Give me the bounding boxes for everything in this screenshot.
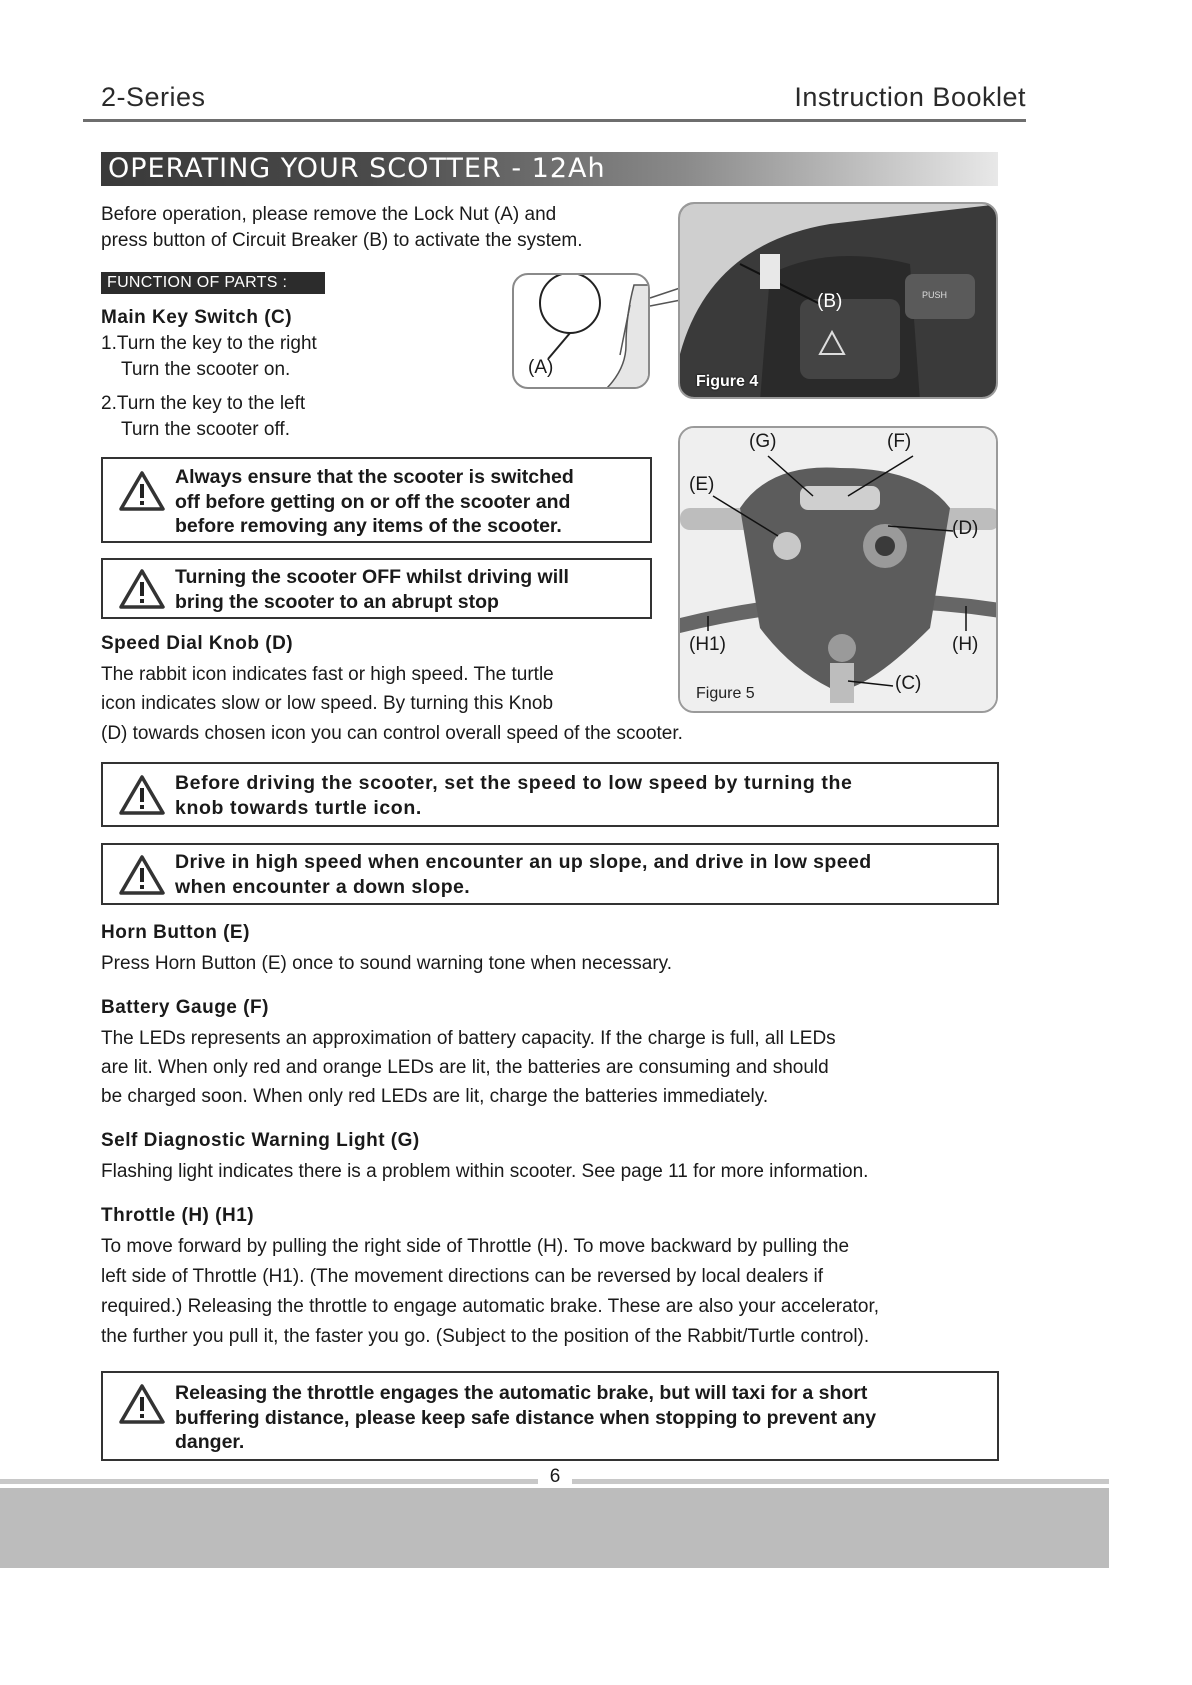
warning-box-abrupt-stop xyxy=(101,558,652,619)
figure-4-caption: Figure 4 xyxy=(696,373,759,390)
warning-box-low-speed xyxy=(101,762,999,827)
warning-2-line-2: bring the scooter to an abrupt stop xyxy=(175,590,499,613)
main-key-line-1: 1.Turn the key to the right xyxy=(101,333,317,354)
speed-dial-line-3: (D) towards chosen icon you can control overall speed of the scooter. xyxy=(101,723,683,744)
figure-4-label-b: (B) xyxy=(817,291,843,312)
warning-2-line-1: Turning the scooter OFF whilst driving will xyxy=(175,566,569,588)
warning-box-slope xyxy=(101,843,999,905)
speed-dial-line-2: icon indicates slow or low speed. By turning this Knob xyxy=(101,693,554,714)
intro-line-2: press button of Circuit Breaker (B) to activate the system. xyxy=(101,230,583,251)
battery-line-3: be charged soon. When only red LEDs are lit, charge the batteries immediately. xyxy=(101,1086,769,1107)
warning-5-line-3: danger. xyxy=(175,1431,245,1453)
warning-3-line-2: knob towards turtle icon. xyxy=(175,796,422,819)
figure-5-label-e: (E) xyxy=(689,474,715,495)
horn-heading: Horn Button (E) xyxy=(101,922,250,943)
warning-triangle-icon xyxy=(118,854,166,896)
throttle-heading: Throttle (H) (H1) xyxy=(101,1205,255,1226)
function-of-parts-label: FUNCTION OF PARTS : xyxy=(101,272,325,294)
figure-4-label-a: (A) xyxy=(528,357,554,378)
warning-3-line-1: Before driving the scooter, set the speed to low speed by turning the xyxy=(175,772,853,794)
diag-line-1: Flashing light indicates there is a problem within scooter. See page 11 for more information. xyxy=(101,1161,869,1182)
warning-triangle-icon xyxy=(118,774,166,816)
warning-5-line-1: Releasing the throttle engages the automatic brake, but will taxi for a short xyxy=(175,1382,868,1404)
warning-triangle-icon xyxy=(118,568,166,610)
figure-5-label-f: (F) xyxy=(887,431,912,452)
throttle-line-3: required.) Releasing the throttle to engage automatic brake. These are also your accelerator, xyxy=(101,1296,880,1317)
figure-5-label-g: (G) xyxy=(749,431,777,452)
main-key-line-2: Turn the scooter on. xyxy=(121,359,291,380)
diag-heading: Self Diagnostic Warning Light (G) xyxy=(101,1130,420,1151)
speed-dial-heading: Speed Dial Knob (D) xyxy=(101,633,294,654)
warning-1-line-1: Always ensure that the scooter is switched xyxy=(175,466,574,488)
speed-dial-line-1: The rabbit icon indicates fast or high speed. The turtle xyxy=(101,664,554,685)
battery-line-2: are lit. When only red and orange LEDs are lit, the batteries are consuming and should xyxy=(101,1057,829,1078)
throttle-line-4: the further you pull it, the faster you go. (Subject to the position of the Rabbit/Turtle control). xyxy=(101,1326,870,1347)
warning-5-line-2: buffering distance, please keep safe distance when stopping to prevent any xyxy=(175,1406,877,1429)
warning-4-line-1: Drive in high speed when encounter an up slope, and drive in low speed xyxy=(175,851,872,873)
warning-triangle-icon xyxy=(118,470,166,512)
header-rule xyxy=(83,119,1026,122)
warning-box-switch-off xyxy=(101,457,652,543)
main-key-line-4: Turn the scooter off. xyxy=(121,419,290,440)
battery-line-1: The LEDs represents an approximation of battery capacity. If the charge is full, all LEDs xyxy=(101,1028,836,1049)
throttle-line-2: left side of Throttle (H1). (The movement directions can be reversed by local dealers if xyxy=(101,1266,823,1287)
figure-5-label-h: (H) xyxy=(952,634,979,655)
figure-5-label-c: (C) xyxy=(895,673,922,694)
warning-1-line-2: off before getting on or off the scooter and xyxy=(175,490,571,513)
figure-4-push-label: PUSH xyxy=(922,290,948,300)
figure-5-caption: Figure 5 xyxy=(696,685,755,702)
warning-4-line-2: when encounter a down slope. xyxy=(175,875,471,898)
footer-band xyxy=(0,1488,1109,1568)
throttle-line-1: To move forward by pulling the right side of Throttle (H). To move backward by pulling the xyxy=(101,1236,850,1257)
section-title: OPERATING YOUR SCOTTER - 12Ah xyxy=(108,153,606,184)
horn-line-1: Press Horn Button (E) once to sound warning tone when necessary. xyxy=(101,953,673,974)
page-number: 6 xyxy=(538,1466,572,1488)
main-key-heading: Main Key Switch (C) xyxy=(101,307,293,328)
header-series: 2-Series xyxy=(101,82,206,112)
figure-5-label-d: (D) xyxy=(952,518,979,539)
main-key-line-3: 2.Turn the key to the left xyxy=(101,393,306,414)
warning-box-throttle-brake xyxy=(101,1371,999,1461)
battery-heading: Battery Gauge (F) xyxy=(101,997,269,1018)
figure-5-label-h1: (H1) xyxy=(689,634,726,655)
warning-1-line-3: before removing any items of the scooter. xyxy=(175,515,562,537)
warning-triangle-icon xyxy=(118,1383,166,1425)
intro-line-1: Before operation, please remove the Lock Nut (A) and xyxy=(101,204,557,225)
header-booklet-title: Instruction Booklet xyxy=(794,82,1026,112)
figure-5-callout-lines xyxy=(678,426,998,713)
